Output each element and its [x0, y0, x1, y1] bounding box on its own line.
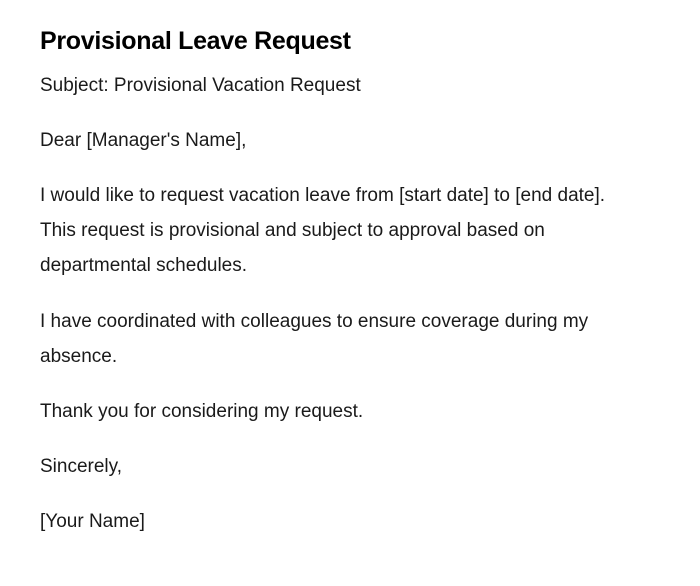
signature-line: [Your Name]	[40, 511, 145, 532]
body-paragraph-request: I would like to request vacation leave from [start date] to [end date]. This request is provisional and subject to approval based on departmental schedules.	[40, 185, 606, 276]
subject-line: Subject: Provisional Vacation Request	[40, 75, 361, 96]
document-title: Provisional Leave Request	[40, 27, 351, 55]
body-paragraph-coverage: I have coordinated with colleagues to ensure coverage during my absence.	[40, 311, 589, 367]
body-paragraph-thanks: Thank you for considering my request.	[40, 401, 364, 422]
greeting-line: Dear [Manager's Name],	[40, 130, 247, 151]
closing-line: Sincerely,	[40, 456, 123, 477]
